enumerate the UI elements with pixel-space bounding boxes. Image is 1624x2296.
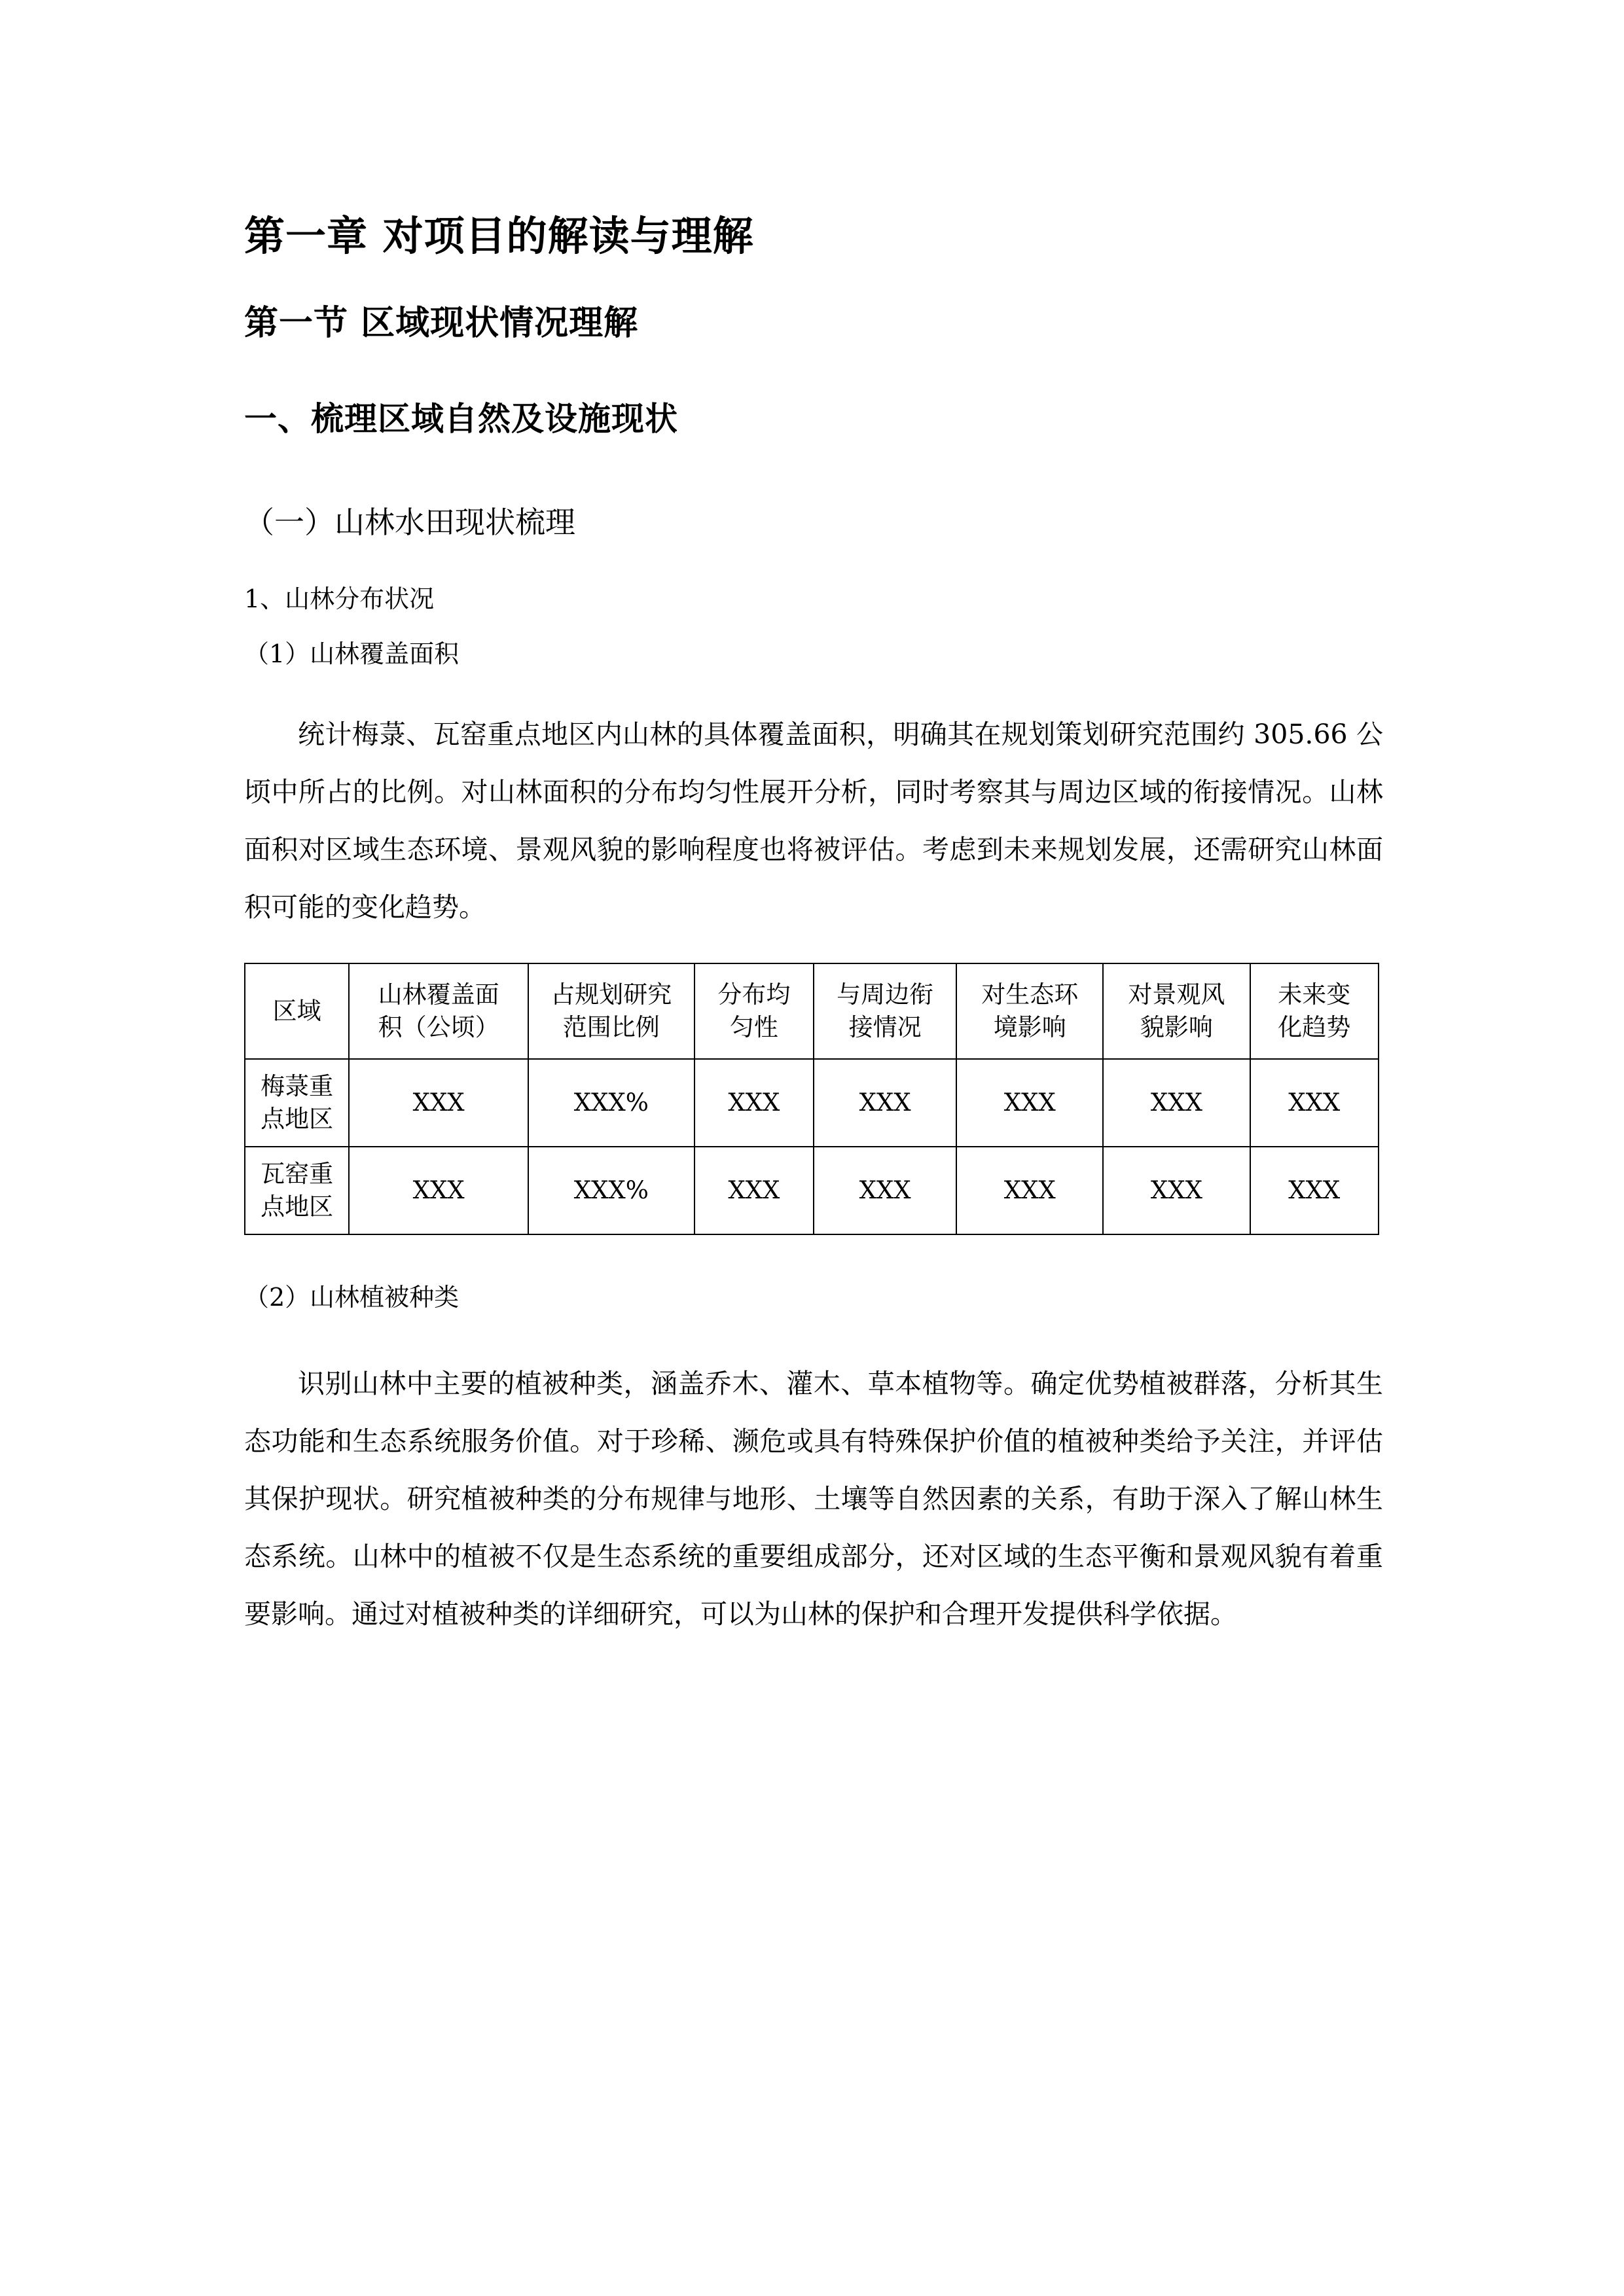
column-header-adjacency — [814, 963, 956, 1059]
cell-coverage-area: XXX — [349, 1059, 528, 1147]
cell-future-trend: XXX — [1250, 1147, 1379, 1234]
column-header-planning-ratio-line1: 占规划研究 — [550, 980, 672, 1009]
cell-landscape-impact: XXX — [1103, 1147, 1250, 1234]
cell-planning-ratio: XXX% — [528, 1059, 695, 1147]
column-header-distribution-evenness-line2: 匀性 — [729, 1013, 778, 1041]
cell-ecology-impact: XXX — [956, 1059, 1103, 1147]
cell-coverage-area: XXX — [349, 1147, 528, 1234]
cell-region-line2: 点地区 — [261, 1193, 334, 1221]
cell-distribution-evenness: XXX — [695, 1059, 814, 1147]
column-header-future-trend — [1250, 963, 1379, 1059]
subheading-forest-vegetation-types: （2）山林植被种类 — [244, 1283, 460, 1312]
column-header-future-trend-line1: 未来变 — [1278, 980, 1351, 1009]
cell-adjacency: XXX — [814, 1059, 956, 1147]
cell-planning-ratio: XXX% — [528, 1147, 695, 1234]
column-header-ecology-impact — [956, 963, 1103, 1059]
table-row — [245, 1147, 1379, 1234]
cell-region-line1: 瓦窑重 — [261, 1160, 334, 1188]
forest-coverage-table — [244, 963, 1379, 1235]
column-header-distribution-evenness-line1: 分布均 — [717, 980, 791, 1009]
column-header-ecology-impact-line2: 境影响 — [993, 1013, 1066, 1041]
column-header-adjacency-line2: 接情况 — [848, 1013, 922, 1041]
section-heading: 第一节 区域现状情况理解 — [244, 303, 639, 343]
column-header-ecology-impact-line1: 对生态环 — [981, 980, 1079, 1009]
cell-future-trend: XXX — [1250, 1059, 1379, 1147]
subheading-forest-distribution: 1、山林分布状况 — [244, 584, 435, 613]
cell-region — [245, 1147, 349, 1234]
cell-adjacency: XXX — [814, 1147, 956, 1234]
column-header-region-line1: 区域 — [272, 997, 321, 1025]
chapter-heading: 第一章 对项目的解读与理解 — [244, 212, 754, 260]
table-header — [245, 963, 1379, 1059]
paragraph-forest-coverage: 统计梅菉、瓦窑重点地区内山林的具体覆盖面积，明确其在规划策划研究范围约 305.66 公顷中所占的比例。对山林面积的分布均匀性展开分析，同时考察其与周边区域的衔接情况。山林面积对区域生态环境、景观风貌的影响程度也将被评估。考虑到未来规划发展，还需研究山林面积可能的变化趋势。 — [244, 719, 1383, 923]
table-row — [245, 1059, 1379, 1147]
column-header-coverage-area-line1: 山林覆盖面 — [378, 980, 499, 1009]
cell-landscape-impact: XXX — [1103, 1059, 1250, 1147]
column-header-planning-ratio-line2: 范围比例 — [562, 1013, 660, 1041]
column-header-region — [245, 963, 349, 1059]
subheading-forest-water-field: （一）山林水田现状梳理 — [244, 505, 575, 540]
column-header-future-trend-line2: 化趋势 — [1278, 1013, 1351, 1041]
table-header-row — [245, 963, 1379, 1059]
cell-region-line1: 梅菉重 — [261, 1072, 334, 1100]
column-header-coverage-area-line2: 积（公顷） — [378, 1013, 499, 1041]
cell-ecology-impact: XXX — [956, 1147, 1103, 1234]
paragraph-vegetation-types: 识别山林中主要的植被种类，涵盖乔木、灌木、草本植物等。确定优势植被群落，分析其生态功能和生态系统服务价值。对于珍稀、濒危或具有特殊保护价值的植被种类给予关注，并评估其保护现状。研究植被种类的分布规律与地形、土壤等自然因素的关系，有助于深入了解山林生态系统。山林中的植被不仅是生态系统的重要组成部分，还对区域的生态平衡和景观风貌有着重要影响。通过对植被种类的详细研究，可以为山林的保护和合理开发提供科学依据。 — [244, 1368, 1383, 1630]
cell-region — [245, 1059, 349, 1147]
column-header-landscape-impact-line2: 貌影响 — [1140, 1013, 1213, 1041]
column-header-landscape-impact — [1103, 963, 1250, 1059]
column-header-distribution-evenness — [695, 963, 814, 1059]
table-body — [245, 1059, 1379, 1234]
column-header-planning-ratio — [528, 963, 695, 1059]
column-header-landscape-impact-line1: 对景观风 — [1128, 980, 1225, 1009]
subheading-forest-coverage-area: （1）山林覆盖面积 — [244, 639, 460, 668]
cell-distribution-evenness: XXX — [695, 1147, 814, 1234]
column-header-coverage-area — [349, 963, 528, 1059]
cell-region-line2: 点地区 — [261, 1105, 334, 1133]
part-heading: 一、梳理区域自然及设施现状 — [244, 400, 678, 438]
column-header-adjacency-line1: 与周边衔 — [837, 980, 934, 1009]
